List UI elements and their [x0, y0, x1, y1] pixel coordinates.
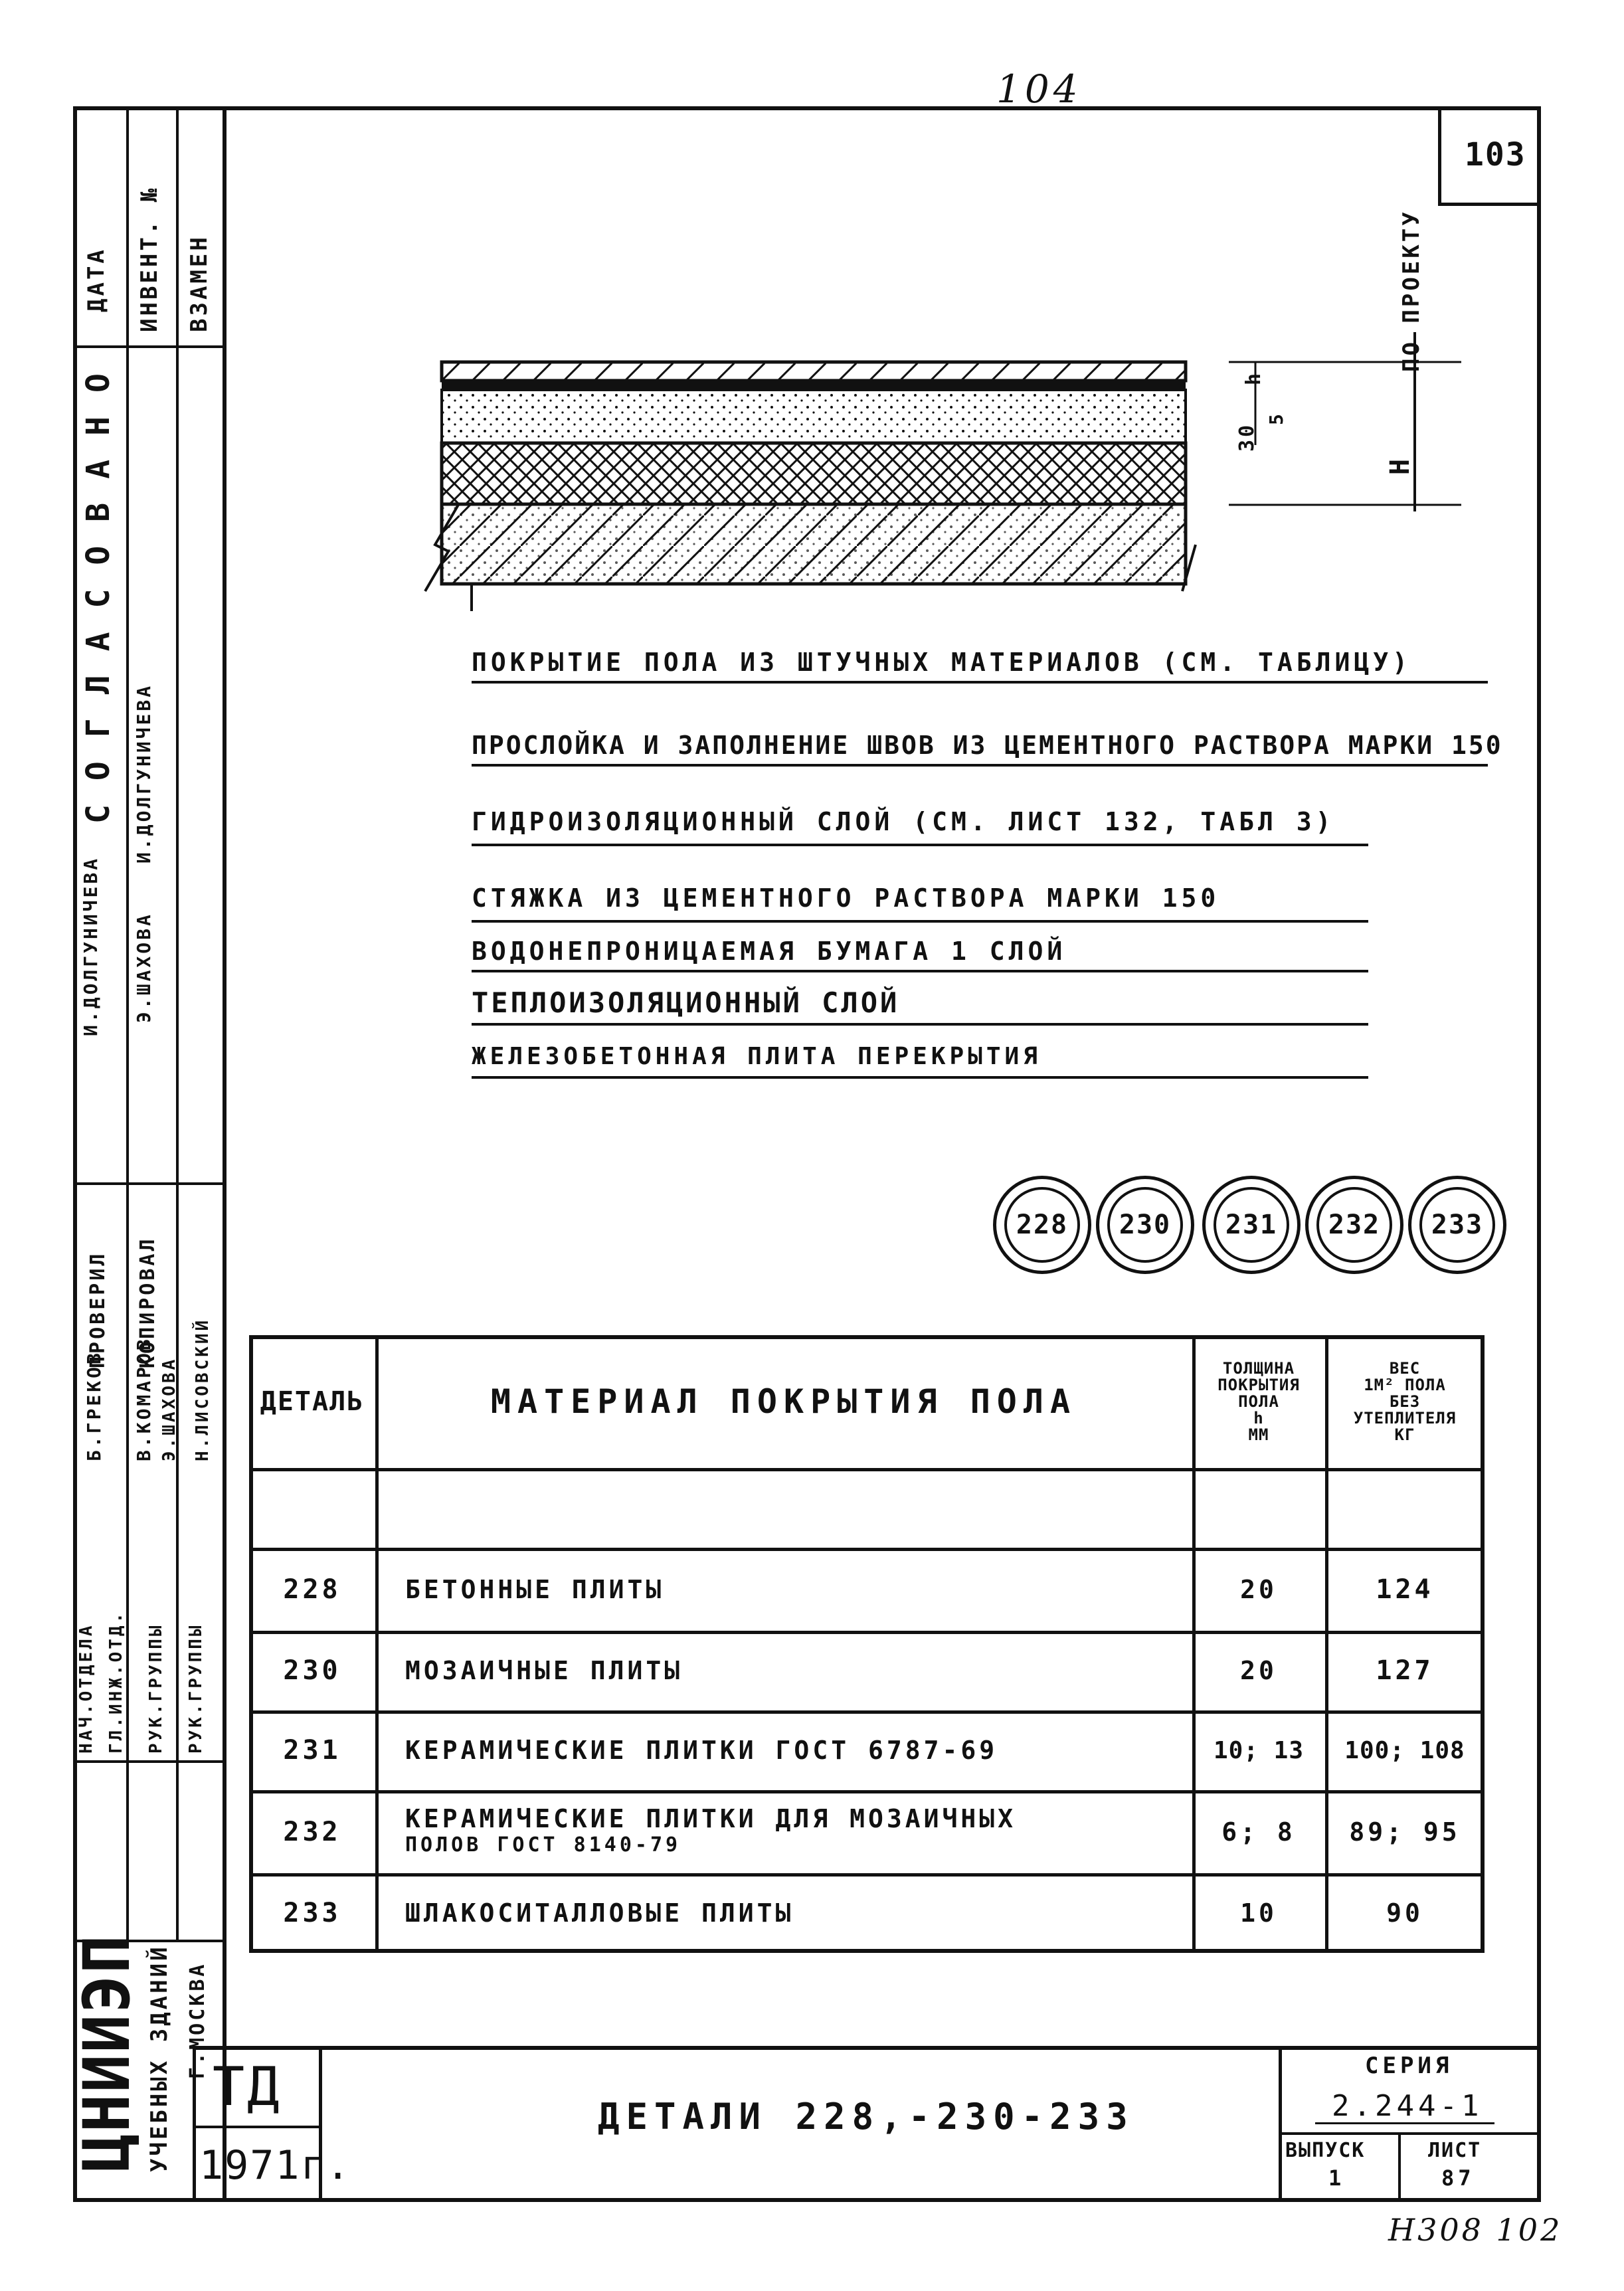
- sidebar-instead: ВЗАМЕН: [186, 234, 213, 332]
- series-value: 2.244-1: [1332, 2089, 1483, 2123]
- table-row-line-header: [249, 1468, 1485, 1471]
- header-thickness-2: ПОКРЫТИЯ: [1218, 1375, 1300, 1394]
- layer-tile: [442, 362, 1186, 381]
- detail-marker-233: [1408, 1176, 1506, 1274]
- sidebar-role-checked: ПРОВЕРИЛ: [86, 1251, 110, 1368]
- page-number-top: 104: [996, 66, 1082, 112]
- title-block-top: [193, 2046, 1541, 2050]
- sidebar-agreed-name-1: И.ДОЛГУНИЧЕВА: [80, 856, 102, 1036]
- layer-label-7: ЖЕЛЕЗОБЕТОННАЯ ПЛИТА ПЕРЕКРЫТИЯ: [472, 1043, 1041, 1070]
- sidebar-bottom-divider: [73, 1760, 223, 1763]
- dim-30: 30: [1235, 422, 1259, 452]
- layer-underline-1: [472, 681, 1488, 684]
- header-material: МАТЕРИАЛ ПОКРЫТИЯ ПОЛА: [490, 1382, 1077, 1421]
- sidebar-line-3: [223, 106, 226, 2202]
- layer-label-6: ТЕПЛОИЗОЛЯЦИОННЫЙ СЛОЙ: [472, 986, 900, 1019]
- layer-insulation: [442, 443, 1186, 504]
- row-231-thickness: 10; 13: [1213, 1736, 1305, 1764]
- materials-table: [249, 1335, 1485, 1953]
- layer-underline-7: [472, 1076, 1368, 1079]
- row-228-detail: 228: [283, 1574, 341, 1605]
- floor-section-drawing: [399, 332, 1475, 611]
- row-233-detail: 233: [283, 1898, 341, 1928]
- footer-marks: Н308 102: [1388, 2212, 1563, 2248]
- row-232-weight: 89; 95: [1349, 1817, 1461, 1847]
- row-231-material: КЕРАМИЧЕСКИЕ ПЛИТКИ ГОСТ 6787-69: [405, 1736, 998, 1765]
- title-main: ДЕТАЛИ 228,-230-233: [598, 2096, 1134, 2138]
- sheet-label: ЛИСТ: [1428, 2139, 1482, 2162]
- layer-underline-6: [472, 1023, 1368, 1026]
- header-weight-1: ВЕС: [1389, 1358, 1421, 1378]
- detail-marker-228-label: 228: [1004, 1187, 1080, 1263]
- detail-marker-231-label: 231: [1214, 1187, 1289, 1263]
- row-233-thickness: 10: [1240, 1898, 1277, 1928]
- header-thickness-3: ПОЛА: [1238, 1392, 1279, 1411]
- sidebar-invent: ИНВЕНТ. №: [136, 185, 163, 332]
- row-230-detail: 230: [283, 1655, 341, 1686]
- title-td: ТД: [213, 2056, 282, 2118]
- layer-underline-3: [472, 844, 1368, 846]
- row-228-material: БЕТОННЫЕ ПЛИТЫ: [405, 1574, 665, 1604]
- row-232-material-line1: КЕРАМИЧЕСКИЕ ПЛИТКИ ДЛЯ МОЗАИЧНЫХ: [405, 1803, 1016, 1833]
- header-weight-2: 1М² ПОЛА: [1364, 1375, 1446, 1394]
- dim-5: 5: [1265, 411, 1287, 425]
- layer-label-3: ГИДРОИЗОЛЯЦИОННЫЙ СЛОЙ (СМ. ЛИСТ 132, ТАБЛ 3): [472, 807, 1335, 836]
- layer-underline-4: [472, 920, 1368, 923]
- title-block-left: [193, 2046, 196, 2202]
- layer-screed: [442, 390, 1186, 443]
- sidebar-agreed-name-3: И.ДОЛГУНИЧЕВА: [133, 683, 155, 864]
- sidebar-top-divider: [73, 345, 223, 348]
- corner-number: 103: [1465, 136, 1526, 173]
- header-detail: ДЕТАЛЬ: [260, 1386, 365, 1417]
- sidebar-role-copied: КОПИРОВАЛ: [136, 1236, 159, 1368]
- sidebar-line-1: [126, 106, 129, 1940]
- sidebar-org-sub2: Г.МОСКВА: [186, 1962, 209, 2079]
- title-block-td-divider: [193, 2126, 319, 2128]
- detail-marker-230-label: 230: [1107, 1187, 1183, 1263]
- sidebar-author-3: Э.ШАХОВА: [159, 1356, 179, 1461]
- sidebar-author-4: Н.ЛИСОВСКИЙ: [193, 1317, 213, 1461]
- row-232-material: [405, 1790, 1189, 1873]
- detail-marker-231: [1202, 1176, 1301, 1274]
- sidebar-line-2: [176, 106, 179, 1940]
- series-underline: [1315, 2122, 1494, 2124]
- layer-label-4: СТЯЖКА ИЗ ЦЕМЕНТНОГО РАСТВОРА МАРКИ 150: [472, 883, 1220, 913]
- series-label: СЕРИЯ: [1365, 2053, 1453, 2079]
- layer-label-1: ПОКРЫТИЕ ПОЛА ИЗ ШТУЧНЫХ МАТЕРИАЛОВ (СМ. ТАБЛИЦУ): [472, 648, 1412, 677]
- detail-marker-228: [993, 1176, 1091, 1274]
- dim-H: Н: [1385, 456, 1415, 475]
- sidebar-org: ЦНИИЭП: [70, 1934, 144, 2172]
- header-thickness-1: ТОЛЩИНА: [1222, 1358, 1295, 1378]
- sidebar-agreed: СОГЛАСОВАНО: [80, 349, 117, 824]
- row-230-material: МОЗАИЧНЫЕ ПЛИТЫ: [405, 1656, 683, 1685]
- layer-underline-5: [472, 970, 1368, 972]
- sidebar-author-1: Б.ГРЕКОВ: [83, 1350, 105, 1461]
- row-228-weight: 124: [1376, 1574, 1434, 1605]
- dim-po-proektu: ПО ПРОЕКТУ: [1398, 209, 1425, 372]
- detail-marker-232-label: 232: [1316, 1187, 1392, 1263]
- sidebar-author-2: В.КОМАРОВ: [133, 1336, 155, 1461]
- row-233-weight: 90: [1386, 1898, 1423, 1928]
- sidebar-mid-divider: [73, 1182, 223, 1185]
- sidebar-role-4: РУК.ГРУППЫ: [186, 1623, 206, 1754]
- row-230-thickness: 20: [1240, 1656, 1277, 1685]
- layer-label-5: ВОДОНЕПРОНИЦАЕМАЯ БУМАГА 1 СЛОЙ: [472, 937, 1067, 966]
- row-232-material-line2: ПОЛОВ ГОСТ 8140-79: [405, 1833, 681, 1857]
- sidebar-role-2: ГЛ.ИНЖ.ОТД.: [106, 1609, 126, 1754]
- header-weight-4: УТЕПЛИТЕЛЯ: [1353, 1408, 1457, 1427]
- issue-label: ВЫПУСК: [1285, 2139, 1366, 2162]
- row-231-weight: 100; 108: [1344, 1736, 1465, 1764]
- sidebar-org-sub1: УЧЕБНЫХ ЗДАНИЙ: [146, 1944, 173, 2172]
- layer-underline-2: [472, 764, 1488, 767]
- header-thickness-4: h: [1253, 1408, 1264, 1427]
- row-232-detail: 232: [283, 1816, 341, 1847]
- title-block-series-divider: [1279, 2132, 1541, 2135]
- header-weight-5: КГ: [1394, 1425, 1415, 1444]
- header-weight-3: БЕЗ: [1389, 1392, 1421, 1411]
- row-232-thickness: 6; 8: [1221, 1817, 1296, 1847]
- issue-value: 1: [1328, 2165, 1346, 2191]
- header-thickness-5: ММ: [1248, 1425, 1269, 1444]
- detail-marker-233-label: 233: [1419, 1187, 1495, 1263]
- detail-marker-232: [1305, 1176, 1403, 1274]
- header-thickness: [1192, 1335, 1325, 1468]
- title-year: 1971г.: [199, 2142, 351, 2189]
- row-228-thickness: 20: [1240, 1574, 1277, 1604]
- row-233-material: ШЛАКОСИТАЛЛОВЫЕ ПЛИТЫ: [405, 1898, 794, 1928]
- sidebar-agreed-name-2: Э.ШАХОВА: [133, 912, 155, 1023]
- title-block-series-left: [1279, 2046, 1282, 2202]
- sidebar-date: ДАТА: [83, 247, 110, 312]
- layer-label-2: ПРОСЛОЙКА И ЗАПОЛНЕНИЕ ШВОВ ИЗ ЦЕМЕНТНОГО РАСТВОРА МАРКИ 150: [472, 731, 1503, 760]
- sidebar-role-1: НАЧ.ОТДЕЛА: [76, 1623, 96, 1754]
- layer-waterproof: [442, 381, 1186, 390]
- row-230-weight: 127: [1376, 1655, 1434, 1686]
- title-block-sheet-divider: [1398, 2132, 1401, 2202]
- row-231-detail: 231: [283, 1735, 341, 1766]
- sheet-value: 87: [1441, 2165, 1475, 2191]
- header-weight: [1325, 1335, 1485, 1468]
- detail-marker-230: [1096, 1176, 1194, 1274]
- sidebar-role-3: РУК.ГРУППЫ: [146, 1623, 166, 1754]
- dim-h: h: [1242, 370, 1265, 385]
